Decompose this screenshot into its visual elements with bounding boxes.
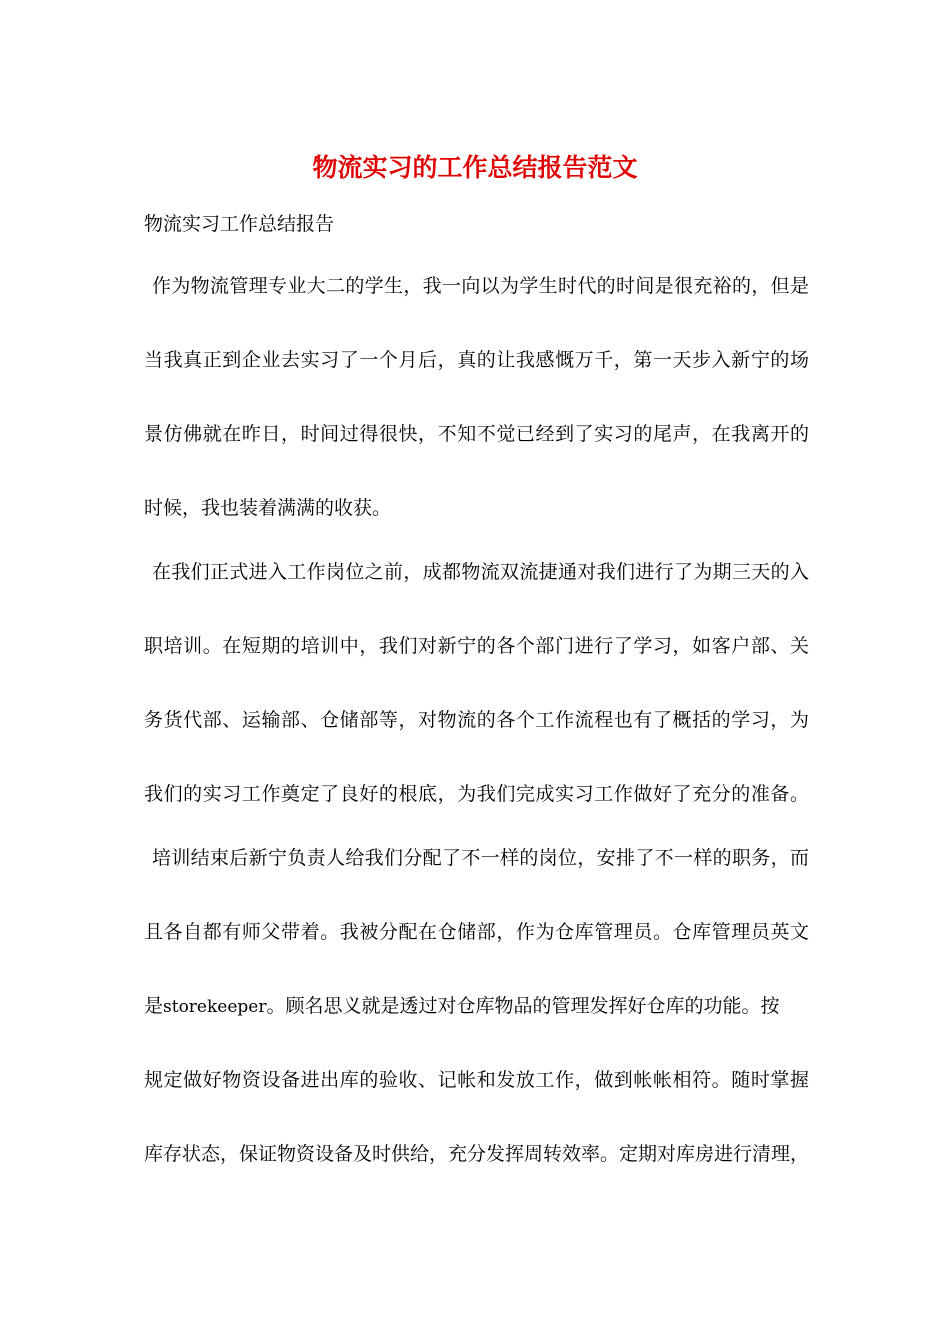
paragraph-line: 职培训。在短期的培训中，我们对新宁的各个部门进行了学习，如客户部、关: [144, 635, 809, 657]
paragraph-line: 景仿佛就在昨日，时间过得很快，不知不觉已经到了实习的尾声，在我离开的: [144, 423, 809, 445]
paragraph-line: [144, 992, 809, 1021]
line-text: 是: [144, 995, 164, 1017]
paragraph-line: 作为物流管理专业大二的学生，我一向以为学生时代的时间是很充裕的，但是: [152, 275, 809, 297]
document-subtitle: 物流实习工作总结报告: [144, 213, 335, 235]
page-title: 物流实习的工作总结报告范文: [312, 153, 638, 182]
paragraph-line: 时候，我也装着满满的收获。: [144, 497, 392, 519]
paragraph-line: 在我们正式进入工作岗位之前，成都物流双流捷通对我们进行了为期三天的入: [152, 561, 809, 583]
paragraph-line: 规定做好物资设备进出库的验收、记帐和发放工作，做到帐帐相符。随时掌握: [144, 1069, 809, 1091]
paragraph-line: 当我真正到企业去实习了一个月后，真的让我感慨万千，第一天步入新宁的场: [144, 349, 809, 371]
paragraph-line: 我们的实习工作奠定了良好的根底，为我们完成实习工作做好了充分的准备。: [144, 783, 809, 805]
paragraph-line: 库存状态，保证物资设备及时供给，充分发挥周转效率。定期对库房进行清理，: [144, 1143, 810, 1165]
paragraph-line: 培训结束后新宁负责人给我们分配了不一样的岗位，安排了不一样的职务，而: [152, 847, 809, 869]
paragraph-line: 务货代部、运输部、仓储部等，对物流的各个工作流程也有了概括的学习，为: [144, 709, 809, 731]
line-text: 。顾名思义就是透过对仓库物品的管理发挥好仓库的功能。按: [266, 995, 780, 1017]
english-term: storekeeper: [163, 997, 267, 1017]
paragraph-line: 且各自都有师父带着。我被分配在仓储部，作为仓库管理员。仓库管理员英文: [144, 921, 809, 943]
